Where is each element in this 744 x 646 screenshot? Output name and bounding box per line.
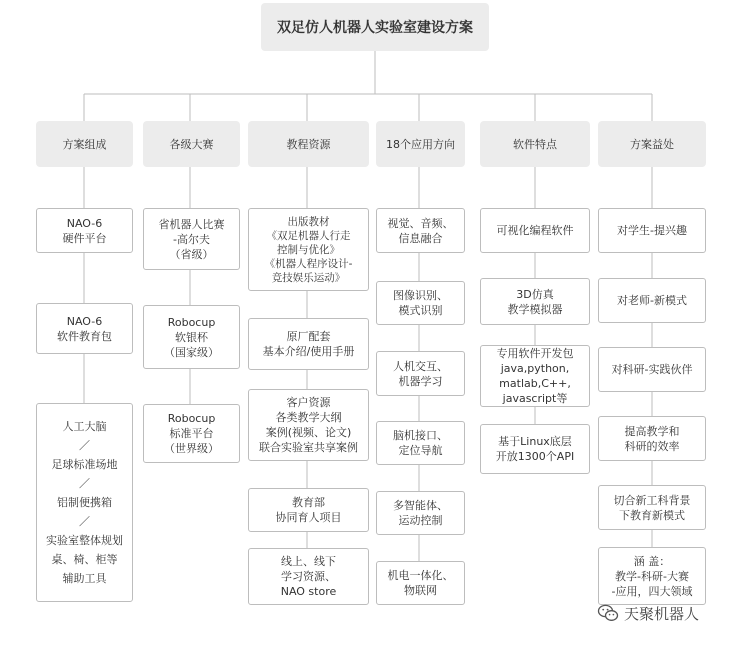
item-provincial-contest: 省机器人比赛 -高尔夫 （省级） [143,208,240,270]
item-research-benefit: 对科研-实践伙伴 [598,347,706,392]
item-vision-audio: 视觉、音频、 信息融合 [376,208,465,253]
header-applications: 18个应用方向 [376,121,465,167]
item-hci-ml: 人机交互、 机器学习 [376,351,465,396]
item-mechatronics-iot: 机电一体化、 物联网 [376,561,465,605]
item-bci-navigation: 脑机接口、 定位导航 [376,421,465,465]
item-image-recognition: 图像识别、 模式识别 [376,281,465,325]
item-hardware-platform: NAO-6 硬件平台 [36,208,133,253]
item-manufacturer-manual: 原厂配套 基本介绍/使用手册 [248,318,369,370]
wechat-icon [596,601,620,625]
header-competitions: 各级大赛 [143,121,240,167]
item-world-contest: Robocup 标准平台 （世界级） [143,404,240,463]
item-multiagent-control: 多智能体、 运动控制 [376,491,465,535]
item-online-resources: 线上、线下 学习资源、 NAO store [248,548,369,605]
item-ministry-project: 教育部 协同育人项目 [248,488,369,532]
item-four-domains: 涵 盖： 教学-科研-大赛 -应用，四大领域 [598,547,706,605]
header-benefits: 方案益处 [598,121,706,167]
item-software-package: NAO-6 软件教育包 [36,303,133,354]
item-3d-simulator: 3D仿真 教学模拟器 [480,278,590,325]
item-lab-equipment: 人工大脑 ／ 足球标准场地 ／ 铝制便携箱 ／ 实验室整体规划 桌、椅、柜等 辅助工具 [36,403,133,602]
item-efficiency: 提高教学和 科研的效率 [598,416,706,461]
item-linux-api: 基于Linux底层 开放1300个API [480,424,590,474]
header-software-features: 软件特点 [480,121,590,167]
header-tutorial-resources: 教程资源 [248,121,369,167]
item-teacher-benefit: 对老师-新模式 [598,278,706,323]
item-sdk-languages: 专用软件开发包 java,python, matlab,C++, javascript等 [480,345,590,407]
item-new-engineering: 切合新工科背景 下教育新模式 [598,485,706,530]
item-visual-programming: 可视化编程软件 [480,208,590,253]
item-published-textbooks: 出版教材 《双足机器人行走 控制与优化》 《机器人程序设计- 竞技娱乐运动》 [248,208,369,291]
item-customer-resources: 客户资源 各类教学大纲 案例(视频、论文) 联合实验室共享案例 [248,389,369,461]
diagram-title: 双足仿人机器人实验室建设方案 [261,3,489,51]
watermark [596,601,699,625]
item-student-benefit: 对学生-提兴趣 [598,208,706,253]
header-composition: 方案组成 [36,121,133,167]
watermark-text: 天聚机器人 [624,604,700,623]
item-national-contest: Robocup 软银杯 （国家级） [143,305,240,369]
